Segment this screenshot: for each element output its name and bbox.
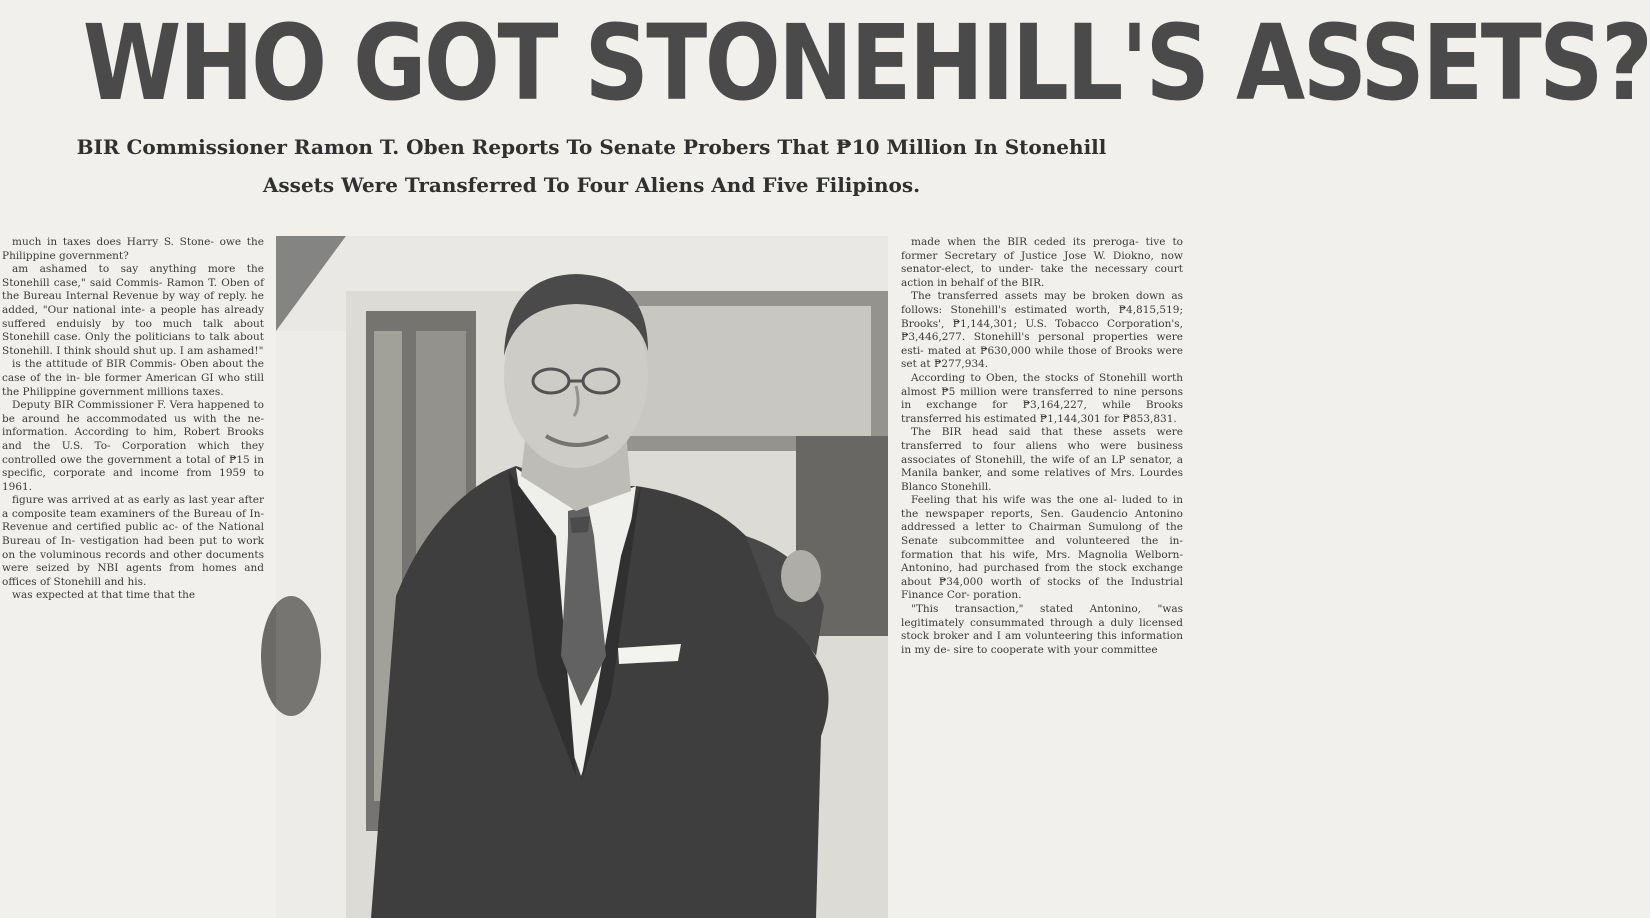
left-paragraph: am ashamed to say anything more the Stonehill case," said Commis- Ramon T. Oben of the Bureau Internal Revenue by way of reply. he added, "Our national inte- a people has already suffered enduisly by too much talk about Stonehill case. Only the politicians to talk about Stonehill. I think should shut up. I am ashamed!" xyxy=(2,263,264,357)
headline: WHO GOT STONEHILL'S ASSETS? xyxy=(82,2,1650,124)
left-paragraph: is the attitude of BIR Commis- Oben about the case of the in- ble former American GI who still the Philippine government millions taxes. xyxy=(2,358,264,398)
right-paragraph: made when the BIR ceded its preroga- tive to former Secretary of Justice Jose W. Diokno, now senator-elect, to under- take the necessary court action in behalf of the BIR. xyxy=(901,236,1183,289)
subheadline-line-2: Assets Were Transferred To Four Aliens And Five Filipinos. xyxy=(262,173,921,197)
left-paragraph: was expected at that time that the xyxy=(12,589,196,602)
left-paragraph: figure was arrived at as early as last year after a composite team examiners of the Bureau of In- Revenue and certified public ac- of the National Bureau of In- vestigation had been put to work on the voluminous records and other documents were seized by NBI agents from homes and offices of Stonehill and his. xyxy=(2,494,264,588)
left-paragraph: much in taxes does Harry S. Stone- owe the Philippine government? xyxy=(2,236,264,262)
left-article-column xyxy=(2,236,264,918)
right-paragraph: According to Oben, the stocks of Stonehill worth almost ₱5 million were transferred to nine persons in exchange for ₱3,164,227, while Brooks transferred his estimated ₱1,144,301 for ₱853,831. xyxy=(901,371,1183,425)
photo-grain xyxy=(276,236,888,918)
subheadline xyxy=(0,128,1183,204)
portrait-illustration xyxy=(276,236,888,918)
right-paragraph: The BIR head said that these assets were transferred to four aliens who were business associates of Stonehill, the wife of an LP senator, a Manila banker, and some relatives of Mrs. Lourdes Blanco Stonehill. xyxy=(901,426,1183,493)
right-article-column xyxy=(901,236,1183,918)
right-paragraph: Feeling that his wife was the one al- luded to in the newspaper reports, Sen. Gaudencio Antonino addressed a letter to Chairman Sumulong of the Senate subcommittee and volunteered the in- formation that his wife, Mrs. Magnolia Welborn-Antonino, had purchased from the stock exchange about ₱34,000 worth of stocks of the Industrial Finance Cor- poration. xyxy=(901,494,1183,602)
right-paragraph: The transferred assets may be broken down as follows: Stonehill's estimated worth, ₱4,815,519; Brooks', ₱1,144,301; U.S. Tobacco Corporation's, ₱3,446,277. Stonehill's personal properties were esti- mated at ₱630,000 while those of Brooks were set at ₱277,934. xyxy=(901,290,1183,371)
subheadline-line-1: BIR Commissioner Ramon T. Oben Reports To Senate Probers That ₱10 Million In Stonehill xyxy=(76,135,1107,159)
portrait-photo xyxy=(276,236,888,918)
right-paragraph: "This transaction," stated Antonino, "was legitimately consummated through a duly licensed stock broker and I am volunteering this information in my de- sire to cooperate with your committee xyxy=(901,603,1183,656)
left-paragraph: Deputy BIR Commissioner F. Vera happened to be around he accommodated us with the ne- information. According to him, Robert Brooks and the U.S. To- Corporation which they controlled owe the government a total of ₱15 in specific, corporate and income from 1959 to 1961. xyxy=(2,399,264,493)
